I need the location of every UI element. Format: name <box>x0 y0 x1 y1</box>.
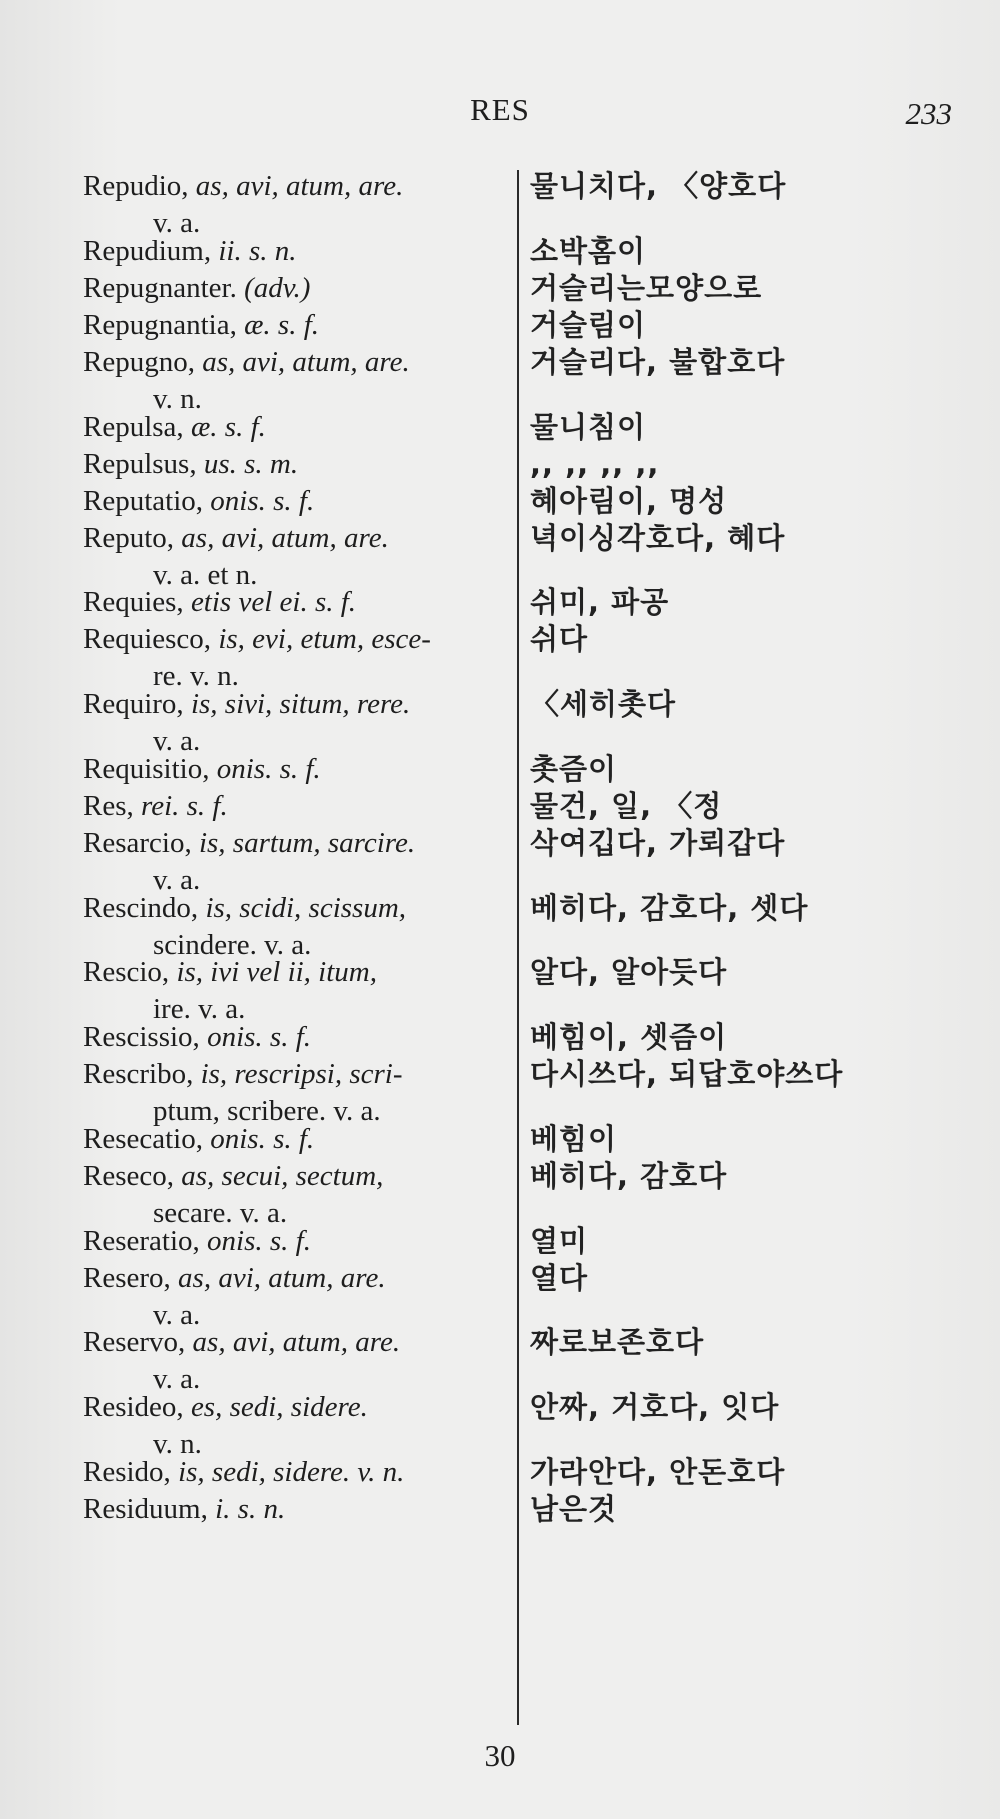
grammar-continuation: v. n. <box>153 383 202 415</box>
latin-headword <box>83 825 507 899</box>
korean-gloss: 물니침이 <box>530 410 647 444</box>
latin-headword <box>83 307 507 344</box>
latin-headword <box>83 1158 507 1232</box>
lemma: Reseco, <box>83 1160 174 1192</box>
lemma: Requiro, <box>83 688 184 720</box>
korean-gloss: 남은것 <box>530 1492 618 1526</box>
grammar-continuation: v. a. <box>153 1299 201 1331</box>
korean-gloss: 거슬리다, 불합호다 <box>530 345 786 379</box>
latin-headword <box>83 621 507 695</box>
latin-headword <box>83 788 507 825</box>
grammar-continuation: v. a. et n. <box>153 559 258 591</box>
latin-headword <box>83 483 507 520</box>
grammar-note: as, avi, atum, are. <box>178 1262 386 1294</box>
korean-gloss: 열다 <box>530 1261 589 1295</box>
latin-headword <box>83 344 507 418</box>
lemma: Reputatio, <box>83 485 204 517</box>
lemma: Repudio, <box>83 170 189 202</box>
latin-headword <box>83 270 507 307</box>
grammar-note: etis vel ei. s. f. <box>190 586 357 618</box>
grammar-note: onis. s. f. <box>216 753 321 785</box>
lemma: Res, <box>83 790 134 822</box>
grammar-note: is, sedi, sidere. v. n. <box>178 1456 405 1488</box>
lemma: Rescissio, <box>83 1021 200 1053</box>
grammar-note: as, secui, sectum, <box>181 1160 384 1192</box>
lemma: Rescio, <box>83 956 170 988</box>
grammar-note: onis. s. f. <box>207 1225 311 1257</box>
page-number: 233 <box>905 96 952 131</box>
lemma: Resarcio, <box>83 827 192 859</box>
grammar-note: is, sivi, situm, rere. <box>190 688 411 720</box>
lemma: Resideo, <box>83 1391 184 1423</box>
latin-headword <box>83 1223 507 1260</box>
grammar-note: is, evi, etum, esce- <box>218 623 431 655</box>
lemma: Resecatio, <box>83 1123 203 1155</box>
grammar-note: as, avi, atum, are. <box>202 346 410 378</box>
lemma: Reseratio, <box>83 1225 200 1257</box>
korean-gloss: 혜아림이, 명성 <box>530 484 728 518</box>
korean-gloss: 거슬리는모양으로 <box>530 271 763 305</box>
latin-headword <box>83 520 507 594</box>
grammar-note: as, avi, atum, are. <box>192 1326 401 1358</box>
grammar-note: onis. s. f. <box>210 1123 315 1155</box>
grammar-note: rei. s. f. <box>141 790 228 822</box>
grammar-note: ii. s. n. <box>218 235 297 267</box>
grammar-note: is, ivi vel ii, itum, <box>176 956 377 988</box>
lemma: Residuum, <box>83 1493 208 1525</box>
latin-headword <box>83 1121 507 1158</box>
grammar-continuation: v. n. <box>153 1428 202 1460</box>
signature-mark: 30 <box>484 1738 516 1773</box>
korean-gloss: 거슬림이 <box>530 308 647 342</box>
latin-headword <box>83 686 507 760</box>
korean-gloss: 베힘이 <box>530 1122 618 1156</box>
lemma: Reputo, <box>83 522 175 554</box>
grammar-note: onis. s. f. <box>207 1021 311 1053</box>
korean-gloss: 베힘이, 셋즘이 <box>530 1020 728 1054</box>
grammar-note: is, rescripsi, scri- <box>200 1058 403 1090</box>
grammar-continuation: re. v. n. <box>153 660 239 692</box>
korean-gloss: ,, ,, ,, ,, <box>530 447 660 481</box>
latin-headword <box>83 1454 507 1491</box>
lemma: Rescribo, <box>83 1058 194 1090</box>
lemma: Requiesco, <box>83 623 212 655</box>
grammar-continuation: v. a. <box>153 864 201 896</box>
korean-gloss: 베히다, 감호다, 셋다 <box>530 891 809 925</box>
lemma: Repudium, <box>83 235 212 267</box>
korean-gloss: 베히다, 감호다 <box>530 1159 728 1193</box>
lemma: Resido, <box>83 1456 171 1488</box>
grammar-continuation: ire. v. a. <box>153 993 246 1025</box>
latin-headword <box>83 446 507 483</box>
grammar-continuation: scindere. v. a. <box>153 929 312 961</box>
latin-headword <box>83 584 507 621</box>
korean-gloss: 〈세히촛다 <box>530 687 677 721</box>
korean-gloss: 쉬다 <box>530 622 589 656</box>
lemma: Repulsa, <box>83 411 184 443</box>
latin-headword <box>83 1056 507 1130</box>
grammar-note: æ. s. f. <box>244 309 320 341</box>
grammar-note: us. s. m. <box>203 448 299 480</box>
lemma: Repugnantia, <box>83 309 237 341</box>
korean-gloss: 물니치다, 〈양호다 <box>530 169 787 203</box>
grammar-note: is, scidi, scissum, <box>205 892 407 924</box>
lemma: Repugno, <box>83 346 195 378</box>
lemma: Reservo, <box>83 1326 186 1358</box>
lemma: Rescindo, <box>83 892 199 924</box>
korean-gloss: 쉬미, 파공 <box>530 585 670 619</box>
grammar-note: as, avi, atum, are. <box>181 522 389 554</box>
korean-gloss: 다시쓰다, 되답호야쓰다 <box>530 1057 844 1091</box>
grammar-continuation: v. a. <box>153 725 201 757</box>
latin-headword <box>83 168 507 242</box>
latin-headword <box>83 1491 507 1528</box>
latin-headword <box>83 1019 507 1056</box>
korean-gloss: 열미 <box>530 1224 589 1258</box>
grammar-continuation: v. a. <box>153 207 201 239</box>
grammar-note: es, sedi, sidere. <box>190 1391 368 1423</box>
latin-headword <box>83 1389 507 1463</box>
korean-gloss: 알다, 알아듯다 <box>530 955 728 989</box>
grammar-note: is, sartum, sarcire. <box>198 827 416 859</box>
korean-gloss: 가라안다, 안돈호다 <box>530 1455 786 1489</box>
latin-headword <box>83 409 507 446</box>
lemma: Requisitio, <box>83 753 210 785</box>
latin-headword <box>83 890 507 964</box>
grammar-note: onis. s. f. <box>210 485 315 517</box>
lemma: Resero, <box>83 1262 171 1294</box>
korean-gloss: 물건, 일, 〈정 <box>530 789 723 823</box>
latin-headword <box>83 1324 507 1398</box>
lemma: Repugnanter. <box>83 272 237 304</box>
korean-gloss: 녁이싱각호다, 혜다 <box>530 521 786 555</box>
grammar-note: (adv.) <box>244 272 311 304</box>
lemma: Repulsus, <box>83 448 197 480</box>
grammar-continuation: ptum, scribere. v. a. <box>153 1095 381 1127</box>
grammar-note: æ. s. f. <box>190 411 266 443</box>
korean-gloss: 삭여깁다, 가뢰갑다 <box>530 826 786 860</box>
grammar-continuation: v. a. <box>153 1363 201 1395</box>
grammar-note: as, avi, atum, are. <box>195 170 404 202</box>
latin-headword <box>83 233 507 270</box>
grammar-note: i. s. n. <box>215 1493 286 1525</box>
running-head: RES <box>470 92 530 127</box>
grammar-continuation: secare. v. a. <box>153 1197 288 1229</box>
korean-gloss: 소박홈이 <box>530 234 647 268</box>
korean-gloss: 촛즘이 <box>530 752 618 786</box>
latin-headword <box>83 1260 507 1334</box>
korean-gloss: 짜로보존호다 <box>530 1325 705 1359</box>
column-divider <box>517 170 519 1725</box>
korean-gloss: 안짜, 거호다, 잇다 <box>530 1390 780 1424</box>
latin-headword <box>83 954 507 1028</box>
lemma: Requies, <box>83 586 184 618</box>
latin-headword <box>83 751 507 788</box>
